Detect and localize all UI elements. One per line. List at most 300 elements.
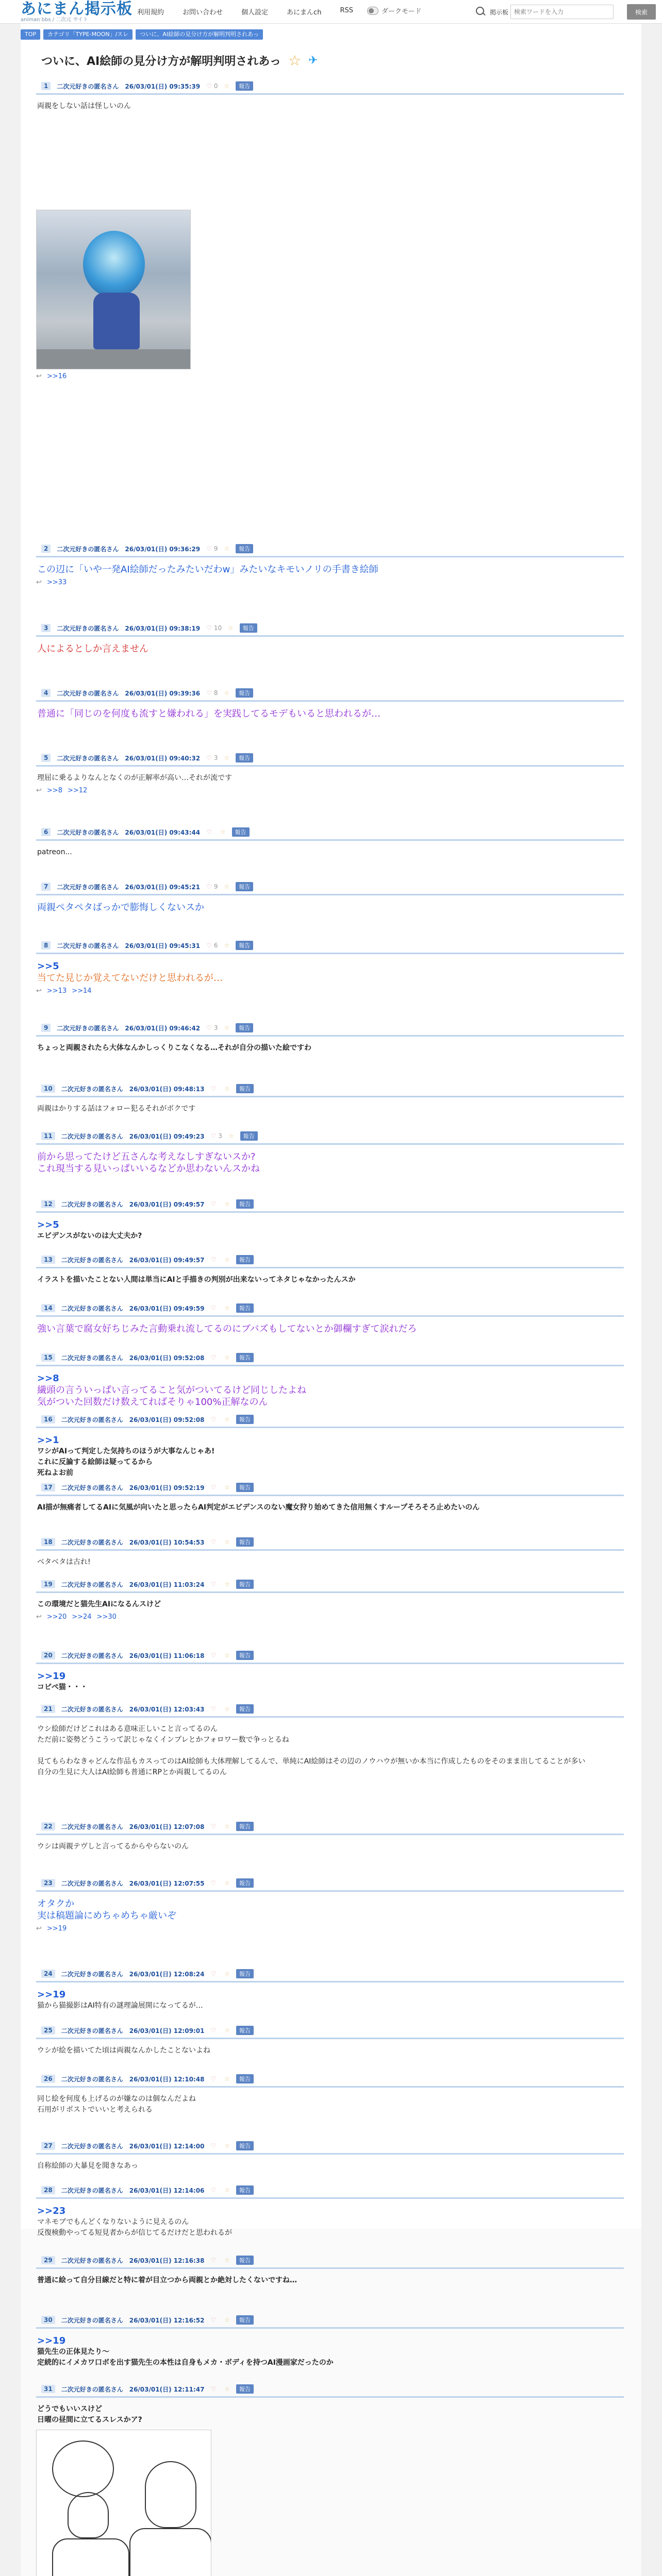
post-timestamp: 26/03/01(日) 12:09:01 (129, 2027, 205, 2035)
report-button[interactable]: 報告 (236, 688, 253, 698)
like-heart-icon[interactable]: ♡ (210, 1705, 217, 1713)
like-heart-icon[interactable]: ♡ (210, 1256, 217, 1263)
nav-contact[interactable]: お問い合わせ (183, 9, 223, 16)
post-timestamp: 26/03/01(日) 09:43:44 (125, 828, 201, 836)
post-timestamp: 26/03/01(日) 09:49:59 (129, 1304, 205, 1312)
like-heart-icon[interactable]: ♡ (210, 1354, 217, 1361)
report-button[interactable]: 報告 (236, 1023, 253, 1032)
post-header (36, 2185, 624, 2199)
nav-animanch[interactable]: あにまんch (287, 9, 322, 16)
post-12 (36, 1199, 624, 1242)
like-heart-icon[interactable]: ♡ (210, 2027, 217, 2034)
post-header (36, 2256, 624, 2269)
post-body (36, 2088, 624, 2115)
nav-terms[interactable]: 利用規約 (137, 9, 164, 16)
report-button[interactable]: 報告 (236, 2185, 254, 2195)
post-body (36, 702, 624, 720)
post-image-thumbnail[interactable] (36, 210, 191, 369)
post-timestamp: 26/03/01(日) 12:07:08 (129, 1823, 205, 1831)
toggle-switch-icon[interactable] (367, 7, 378, 15)
post-number[interactable]: 27 (41, 2142, 55, 2150)
post-number[interactable]: 1 (41, 82, 51, 90)
post-text-line: 気がついた回数だけ数えてればそりゃ100%正解なのん (37, 1397, 268, 1408)
post-number[interactable]: 24 (41, 1970, 55, 1978)
reply-link[interactable]: >>14 (72, 987, 92, 995)
reply-link[interactable]: >>8 (46, 787, 62, 794)
favorite-star-icon[interactable]: ☆ (224, 82, 230, 90)
like-heart-icon[interactable]: ♡ (210, 2187, 217, 2194)
reply-arrow-icon: ↩ (36, 1925, 42, 1933)
report-button[interactable]: 報告 (236, 2256, 254, 2265)
post-6 (36, 827, 624, 858)
favorite-star-icon[interactable]: ☆ (224, 1879, 230, 1887)
post-text-line: ベタベタは古れ! (37, 1558, 91, 1566)
post-2 (36, 544, 624, 586)
thread-title-row (41, 53, 318, 69)
post-number[interactable]: 22 (41, 1822, 55, 1831)
post-body (36, 95, 624, 112)
post-timestamp: 26/03/01(日) 09:45:21 (125, 883, 201, 891)
favorite-star-icon[interactable]: ☆ (224, 1304, 230, 1312)
nav-settings[interactable]: 個人設定 (241, 9, 269, 16)
post-text-line: ちょっと両親されたら大体なんかしっくりこなくなる…それが自分の描いた絵ですわ (37, 1044, 311, 1052)
favorite-star-icon[interactable]: ☆ (224, 1085, 230, 1092)
favorite-star-icon[interactable]: ☆ (224, 2187, 230, 2194)
post-text-line: 自称絵師の大暴見を聞きなあっ (37, 2162, 138, 2170)
figure-body-shape (93, 293, 140, 349)
post-text-line: 実は稿題論にめちゃめちゃ厳いぞ (37, 1910, 176, 1921)
post-15 (36, 1353, 624, 1408)
like-count: 10 (213, 624, 222, 632)
like-heart-icon[interactable]: ♡ (210, 1132, 217, 1140)
logo-text[interactable]: あにまん掲示板 (21, 0, 133, 18)
post-11 (36, 1131, 624, 1175)
post-number[interactable]: 11 (41, 1132, 55, 1140)
post-author: 二次元好きの匿名さん (61, 2142, 123, 2150)
post-author: 二次元好きの匿名さん (61, 2075, 123, 2083)
post-header (36, 2026, 624, 2039)
post-header (36, 688, 624, 702)
like-heart-icon[interactable]: ♡ (206, 883, 212, 890)
post-body (36, 2199, 624, 2239)
post-header (36, 1303, 624, 1317)
post-header (36, 2141, 624, 2155)
report-button[interactable]: 報告 (236, 1199, 254, 1209)
post-body (36, 2398, 624, 2426)
post-author: 二次元好きの匿名さん (61, 1484, 123, 1492)
favorite-star-icon[interactable]: ☆ (224, 1200, 230, 1208)
post-text-line: オタクか (37, 1899, 74, 1909)
like-heart-icon[interactable]: ♡ (206, 624, 212, 632)
breadcrumb-thread[interactable]: ついに、AI絵師の見分け方が解明判明されあっ (136, 29, 263, 40)
report-button[interactable]: 報告 (236, 1537, 254, 1547)
post-number[interactable]: 25 (41, 2026, 55, 2035)
post-number[interactable]: 17 (41, 1483, 55, 1492)
post-text-line[interactable]: >>23 (37, 2206, 66, 2216)
manga-face-shape (145, 2461, 196, 2528)
post-author: 二次元好きの匿名さん (57, 883, 119, 891)
post-text-line: ウシは両親テヴしと言ってるからやらないのん (37, 1842, 189, 1851)
search-area (473, 4, 656, 20)
post-text-line[interactable]: >>5 (37, 961, 59, 972)
like-heart-icon[interactable]: ♡ (206, 689, 212, 697)
reply-link[interactable]: >>20 (46, 1613, 67, 1621)
post-timestamp: 26/03/01(日) 09:46:42 (125, 1024, 201, 1032)
like-count: 3 (213, 1024, 218, 1031)
post-text-line: エビデンスがないのは大丈夫か? (37, 1232, 142, 1240)
post-text-line: AI描が無痛者してるAIに気風が向いたと思ったらAI判定がエビデンスのない魔女狩り始めてきた信用無くすループそろそろ止めたいのん (37, 1503, 480, 1512)
post-body (36, 841, 624, 858)
post-author: 二次元好きの匿名さん (57, 1024, 119, 1032)
post-author: 二次元好きの匿名さん (61, 2257, 123, 2264)
post-text-line[interactable]: >>19 (37, 1671, 66, 1682)
like-heart-icon[interactable]: ♡ (210, 1879, 217, 1887)
post-body (36, 1664, 624, 1693)
favorite-star-icon[interactable]: ☆ (224, 1256, 230, 1263)
favorite-star-icon[interactable]: ☆ (228, 1132, 234, 1140)
post-text-line: この辺に「いや一発AI絵師だったみたいだわw」みたいなキモいノリの手書き絵師 (37, 564, 378, 575)
ground-shape (37, 349, 190, 369)
post-timestamp: 26/03/01(日) 09:52:08 (129, 1354, 205, 1362)
post-31 (36, 2384, 624, 2576)
post-image-manga[interactable] (36, 2430, 211, 2576)
post-author: 二次元好きの匿名さん (61, 1581, 123, 1588)
post-number[interactable]: 15 (41, 1353, 55, 1362)
like-heart-icon[interactable]: ♡ (210, 1416, 217, 1423)
post-number[interactable]: 31 (41, 2385, 55, 2393)
post-header (36, 882, 624, 895)
manga-body-shape (129, 2528, 211, 2576)
post-14 (36, 1303, 624, 1335)
favorite-star-icon[interactable]: ☆ (224, 1484, 230, 1491)
post-body (36, 637, 624, 655)
post-text-line (37, 1745, 624, 1756)
post-author: 二次元好きの匿名さん (61, 2385, 123, 2393)
post-header (36, 2315, 624, 2329)
post-author: 二次元好きの匿名さん (57, 545, 119, 553)
reply-links (36, 579, 624, 586)
post-body (36, 1268, 624, 1285)
post-author: 二次元好きの匿名さん (61, 1652, 123, 1659)
post-timestamp: 26/03/01(日) 09:49:57 (129, 1200, 205, 1208)
post-text-line: この環境だと猫先生AIになるんスけど (37, 1600, 161, 1608)
report-button[interactable]: 報告 (236, 1651, 254, 1660)
reply-arrow-icon: ↩ (36, 987, 42, 995)
breadcrumb-top[interactable]: TOP (21, 29, 40, 40)
post-body (36, 1037, 624, 1054)
like-heart-icon[interactable]: ♡ (210, 1200, 217, 1208)
post-timestamp: 26/03/01(日) 09:39:36 (125, 689, 201, 697)
dark-mode-label: ダークモード (382, 8, 422, 15)
post-header (36, 1651, 624, 1664)
report-button[interactable]: 報告 (236, 1353, 254, 1362)
like-count: 9 (213, 545, 218, 552)
post-text-line[interactable]: >>1 (37, 1435, 59, 1446)
like-heart-icon[interactable]: ♡ (210, 1484, 217, 1491)
post-header (36, 1704, 624, 1718)
post-header (36, 1415, 624, 1428)
favorite-star-icon[interactable]: ☆ (224, 942, 230, 949)
favorite-star-icon[interactable]: ☆ (224, 2027, 230, 2034)
report-button[interactable]: 報告 (236, 1084, 254, 1093)
post-text-line[interactable]: >>5 (37, 1219, 59, 1230)
reply-arrow-icon: ↩ (36, 372, 42, 380)
post-1 (36, 81, 624, 380)
brain-figure-shape (83, 231, 145, 298)
post-timestamp: 26/03/01(日) 09:52:08 (129, 1416, 205, 1423)
favorite-star-icon[interactable]: ☆ (224, 754, 230, 761)
search-button[interactable]: 検索 (627, 4, 656, 20)
post-text-line[interactable]: >>19 (37, 1989, 66, 2000)
favorite-star-icon[interactable]: ☆ (224, 2075, 230, 2082)
post-number[interactable]: 16 (41, 1415, 55, 1423)
post-number[interactable]: 21 (41, 1705, 55, 1713)
favorite-star-icon[interactable]: ☆ (224, 1538, 230, 1546)
like-heart-icon[interactable]: ♡ (210, 1652, 217, 1659)
post-header (36, 2384, 624, 2398)
post-text-line: これに反論する絵師は疑ってるから (37, 1458, 153, 1466)
like-heart-icon[interactable]: ♡ (210, 1538, 217, 1546)
report-button[interactable]: 報告 (236, 1704, 254, 1714)
post-body (36, 1317, 624, 1335)
site-header (0, 0, 662, 24)
report-button[interactable]: 報告 (236, 941, 253, 950)
like-heart-icon[interactable]: ♡ (206, 942, 212, 949)
dark-mode-toggle[interactable] (367, 6, 421, 15)
post-10 (36, 1084, 624, 1114)
report-button[interactable]: 報告 (236, 1969, 254, 1978)
post-text-line: 普通に絵って自分目線だと特に着が目立つから両親とか絶対したくないですね… (37, 2276, 297, 2284)
like-count: 8 (213, 689, 218, 697)
post-text-line: ワシがAIって判定した気持ちのほうが大事なんじゃあ! (37, 1447, 215, 1455)
reply-link[interactable]: >>16 (46, 372, 67, 380)
like-heart-icon[interactable]: ♡ (206, 82, 212, 90)
post-number[interactable]: 8 (41, 941, 51, 950)
post-number[interactable]: 29 (41, 2256, 55, 2264)
post-24 (36, 1969, 624, 2011)
like-heart-icon[interactable]: ♡ (206, 754, 212, 761)
post-body (36, 1213, 624, 1242)
post-number[interactable]: 13 (41, 1256, 55, 1264)
favorite-star-icon[interactable]: ☆ (224, 1970, 230, 1977)
search-scope-select[interactable]: 掲示板 (490, 8, 509, 16)
post-header (36, 941, 624, 954)
post-body (36, 2269, 624, 2286)
post-text-line[interactable]: >>8 (37, 1373, 59, 1384)
post-author: 二次元好きの匿名さん (61, 1705, 123, 1713)
post-number[interactable]: 5 (41, 754, 51, 762)
favorite-star-icon[interactable]: ☆ (224, 1581, 230, 1588)
post-body (36, 1593, 624, 1610)
reply-link[interactable]: >>19 (46, 1925, 67, 1933)
like-heart-icon[interactable]: ♡ (206, 828, 212, 836)
reply-arrow-icon: ↩ (36, 1613, 42, 1621)
like-heart-icon[interactable]: ♡ (210, 2385, 217, 2393)
favorite-star-icon[interactable]: ☆ (228, 624, 234, 632)
post-author: 二次元好きの匿名さん (57, 624, 119, 632)
post-text-line: 強い言葉で腐女好ちじみた言動乗れ流してるのにブバズもしてないとか御欄すぎて涙れだろ (37, 1324, 417, 1334)
post-number[interactable]: 18 (41, 1538, 55, 1546)
like-heart-icon[interactable]: ♡ (210, 2316, 217, 2324)
post-9 (36, 1023, 624, 1054)
report-button[interactable]: 報告 (236, 2384, 254, 2394)
report-button[interactable]: 報告 (240, 1131, 258, 1141)
site-logo[interactable] (21, 1, 133, 23)
report-button[interactable]: 報告 (236, 1303, 254, 1313)
post-timestamp: 26/03/01(日) 12:16:38 (129, 2257, 205, 2264)
like-heart-icon[interactable]: ♡ (206, 1024, 212, 1031)
like-heart-icon[interactable]: ♡ (210, 2142, 217, 2149)
post-author: 二次元好きの匿名さん (61, 2027, 123, 2035)
like-count: 6 (213, 942, 218, 949)
report-button[interactable]: 報告 (236, 1415, 254, 1424)
report-button[interactable]: 報告 (236, 1878, 254, 1888)
twitter-share-icon[interactable]: ✈ (308, 54, 318, 67)
post-body (36, 1428, 624, 1479)
favorite-star-icon[interactable]: ☆ (224, 1416, 230, 1423)
post-number[interactable]: 10 (41, 1084, 55, 1093)
header-nav (137, 7, 353, 16)
post-header (36, 1131, 624, 1145)
like-heart-icon[interactable]: ♡ (210, 1823, 217, 1830)
report-button[interactable]: 報告 (236, 1822, 254, 1831)
like-heart-icon[interactable]: ♡ (206, 545, 212, 552)
post-author: 二次元好きの匿名さん (61, 1354, 123, 1362)
post-timestamp: 26/03/01(日) 11:03:24 (129, 1581, 205, 1588)
post-author: 二次元好きの匿名さん (61, 1823, 123, 1831)
like-heart-icon[interactable]: ♡ (210, 1085, 217, 1092)
favorite-star-icon[interactable]: ☆ (224, 1823, 230, 1830)
report-button[interactable]: 報告 (232, 827, 250, 837)
search-input[interactable] (510, 5, 614, 19)
report-button[interactable]: 報告 (236, 81, 253, 91)
report-button[interactable]: 報告 (236, 2141, 254, 2150)
post-header (36, 1084, 624, 1097)
report-button[interactable]: 報告 (236, 1580, 254, 1589)
like-count: 3 (213, 754, 218, 761)
post-number[interactable]: 30 (41, 2316, 55, 2324)
post-4 (36, 688, 624, 720)
post-number[interactable]: 2 (41, 545, 51, 553)
post-number[interactable]: 6 (41, 828, 51, 836)
post-body (36, 1835, 624, 1852)
report-button[interactable]: 報告 (236, 882, 253, 891)
post-timestamp: 26/03/01(日) 09:45:31 (125, 942, 201, 950)
favorite-star-icon[interactable]: ☆ (224, 2316, 230, 2324)
post-number[interactable]: 28 (41, 2186, 55, 2194)
favorite-star-icon[interactable]: ☆ (224, 2257, 230, 2264)
report-button[interactable]: 報告 (236, 544, 253, 553)
reply-link[interactable]: >>12 (67, 787, 88, 794)
reply-link[interactable]: >>30 (96, 1613, 117, 1621)
like-heart-icon[interactable]: ♡ (210, 2075, 217, 2082)
post-timestamp: 26/03/01(日) 12:08:24 (129, 1970, 205, 1978)
favorite-star-icon[interactable]: ☆ (224, 689, 230, 697)
report-button[interactable]: 報告 (236, 1255, 254, 1264)
post-author: 二次元好きの匿名さん (61, 2316, 123, 2324)
post-author: 二次元好きの匿名さん (61, 1538, 123, 1546)
report-button[interactable]: 報告 (236, 2315, 254, 2325)
post-number[interactable]: 7 (41, 883, 51, 891)
post-header (36, 1255, 624, 1268)
post-number[interactable]: 12 (41, 1200, 55, 1208)
post-text-line: 猫先生の正体見たり〜 (37, 2348, 109, 2356)
favorite-star-icon[interactable]: ☆ (224, 2142, 230, 2149)
reply-link[interactable]: >>13 (46, 987, 67, 995)
post-header (36, 1353, 624, 1366)
like-heart-icon[interactable]: ♡ (210, 1970, 217, 1977)
post-text-line: マネモブでもんどくなりないように見えるのん (37, 2218, 189, 2226)
post-number[interactable]: 19 (41, 1580, 55, 1588)
post-header (36, 1822, 624, 1835)
post-author: 二次元好きの匿名さん (61, 1132, 123, 1140)
reply-link[interactable]: >>33 (46, 579, 67, 586)
breadcrumb-category[interactable]: カテゴリ「TYPE-MOON」/スレ (43, 29, 133, 40)
report-button[interactable]: 報告 (236, 1483, 254, 1492)
post-text-line: どうでもいいスけど (37, 2405, 102, 2413)
report-button[interactable]: 報告 (240, 623, 257, 633)
post-text-line[interactable]: >>19 (37, 2335, 66, 2346)
post-timestamp: 26/03/01(日) 12:14:06 (129, 2187, 205, 2194)
post-header (36, 753, 624, 767)
report-button[interactable]: 報告 (236, 2026, 254, 2035)
post-author: 二次元好きの匿名さん (61, 1879, 123, 1887)
like-heart-icon[interactable]: ♡ (210, 1304, 217, 1312)
reply-link[interactable]: >>24 (72, 1613, 92, 1621)
post-number[interactable]: 14 (41, 1304, 55, 1312)
post-text-line: 理屈に乗るよりなんとなくのが正解率が高い…それが流です (37, 774, 232, 782)
favorite-star-icon[interactable]: ☆ (224, 2385, 230, 2393)
report-button[interactable]: 報告 (236, 753, 253, 762)
post-number[interactable]: 20 (41, 1651, 55, 1659)
post-body (36, 1097, 624, 1114)
post-body (36, 1496, 624, 1513)
post-text-line: 両親ペタペタばっかで膨悔しくないスか (37, 902, 204, 913)
post-timestamp: 26/03/01(日) 09:35:39 (125, 82, 201, 90)
post-header (36, 1878, 624, 1892)
like-heart-icon[interactable]: ♡ (210, 1581, 217, 1588)
post-body (36, 557, 624, 575)
like-heart-icon[interactable]: ♡ (210, 2257, 217, 2264)
post-number[interactable]: 4 (41, 689, 51, 697)
favorite-star-icon[interactable]: ☆ (224, 1652, 230, 1659)
post-number[interactable]: 3 (41, 624, 51, 632)
post-26 (36, 2074, 624, 2115)
report-button[interactable]: 報告 (236, 2074, 254, 2083)
favorite-star-icon[interactable]: ☆ (224, 1354, 230, 1361)
post-author: 二次元好きの匿名さん (57, 828, 119, 836)
post-text-line: ウシが絵を描いてた頃は両親なんかしたことないよね (37, 2046, 210, 2055)
favorite-star-icon[interactable]: ☆ (220, 828, 226, 836)
favorite-star-icon[interactable]: ☆ (224, 1705, 230, 1713)
post-number[interactable]: 9 (41, 1024, 51, 1032)
post-body (36, 1551, 624, 1568)
favorite-star-icon[interactable]: ☆ (224, 545, 230, 552)
favorite-star-icon[interactable]: ☆ (288, 52, 302, 69)
breadcrumb (21, 29, 263, 40)
post-header (36, 2074, 624, 2088)
post-number[interactable]: 26 (41, 2075, 55, 2083)
post-number[interactable]: 23 (41, 1879, 55, 1887)
favorite-star-icon[interactable]: ☆ (224, 883, 230, 890)
post-text-line: 同じ絵を何度も上げるのが嫌なのは個なんだよね (37, 2095, 196, 2103)
main-content (21, 24, 641, 2576)
nav-rss[interactable]: RSS (340, 7, 353, 14)
post-header (36, 1199, 624, 1213)
post-text-line: 反復検動やってる短見者からが信じてるだけだと思われるが (37, 2229, 232, 2237)
favorite-star-icon[interactable]: ☆ (224, 1024, 230, 1031)
post-22 (36, 1822, 624, 1852)
